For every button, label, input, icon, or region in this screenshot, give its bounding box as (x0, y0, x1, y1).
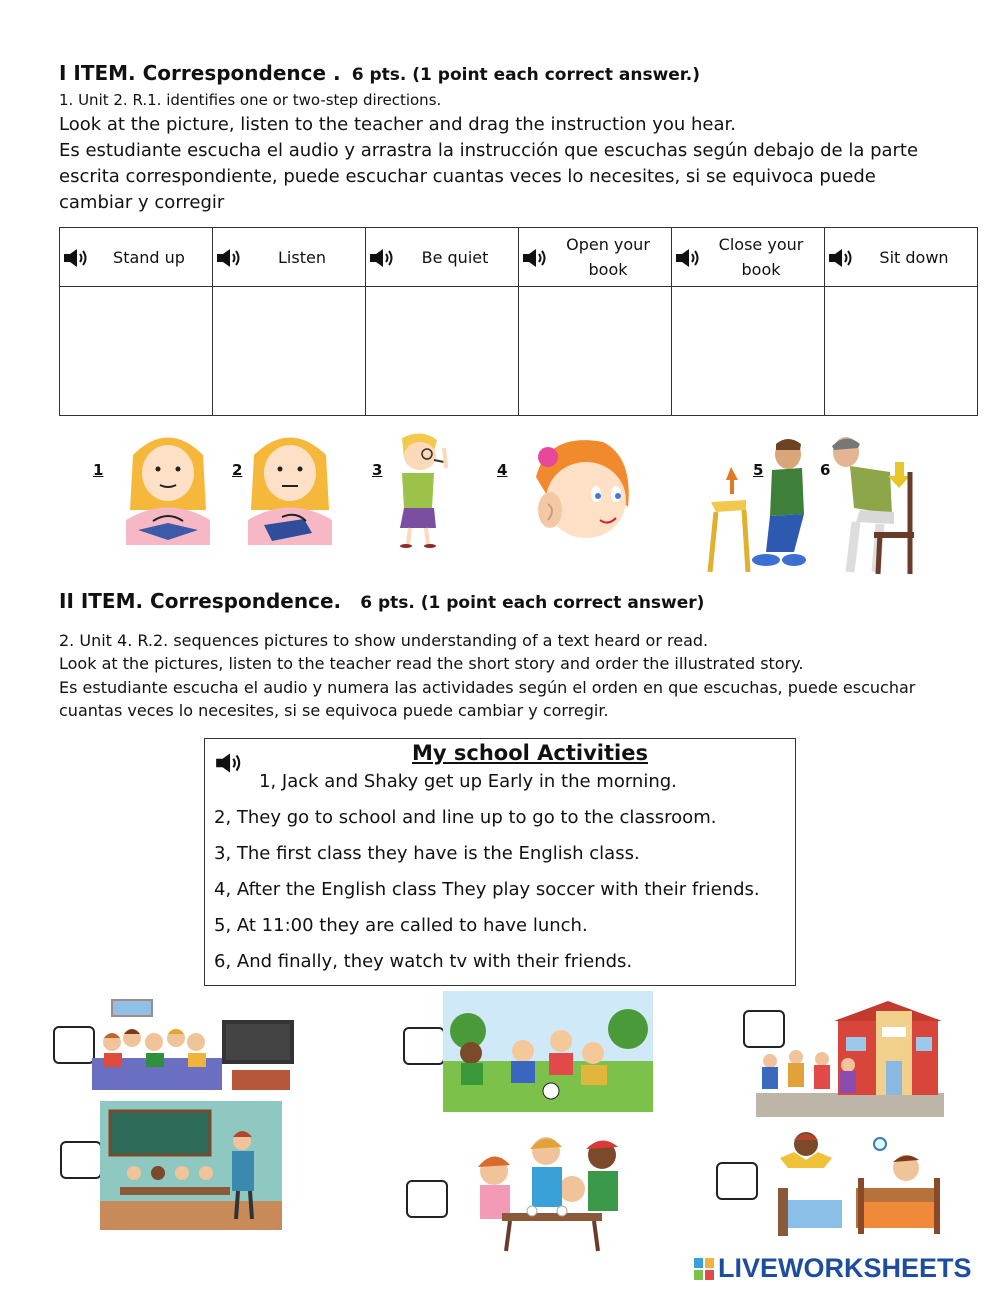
speaker-icon[interactable] (674, 247, 702, 269)
liveworksheets-brand[interactable]: LIVEWORKSHEETS (718, 1253, 972, 1283)
item1-instruction-en: Look at the picture, listen to the teacher and drag the instruction you hear. (59, 114, 737, 135)
order-input[interactable] (403, 1027, 445, 1065)
picture-number: 3 (372, 461, 383, 479)
english-class-image[interactable] (100, 1101, 282, 1230)
item2-title: II ITEM. Correspondence. (59, 589, 342, 613)
order-input[interactable] (53, 1026, 95, 1064)
story-line: 1, Jack and Shaky get up Early in the morning. (259, 771, 677, 792)
woman-be-quiet-image[interactable] (372, 428, 472, 548)
speaker-icon[interactable] (368, 247, 396, 269)
drop-zone[interactable] (672, 287, 825, 416)
play-soccer-image[interactable] (443, 991, 653, 1112)
liveworksheets-logo-icon (694, 1258, 714, 1280)
story-line: 6, And finally, they watch tv with their friends. (214, 951, 633, 972)
story-box (204, 738, 796, 986)
picture-number: 1 (93, 461, 104, 479)
story-line: 2, They go to school and line up to go to the classroom. (214, 807, 717, 828)
drop-zone[interactable] (519, 287, 672, 416)
drag-table (59, 227, 978, 416)
item2-instruction-es: Es estudiante escucha el audio y numera las actividades según el orden en que escuchas, puede escuchar cuantas veces lo necesites, si se equivoca puede cambiar y corregir. (59, 678, 916, 720)
instruction-label: Close your book (718, 235, 804, 279)
instruction-label: Be quiet (421, 247, 489, 267)
item1-unit: 1. Unit 2. R.1. identifies one or two-step directions. (59, 91, 442, 109)
speaker-icon[interactable] (214, 751, 244, 775)
header-cell[interactable] (825, 228, 977, 286)
item2-unit: 2. Unit 4. R.2. sequences pictures to show understanding of a text heard or read. (59, 631, 709, 650)
header-cell[interactable] (672, 228, 824, 286)
boy-stand-up-image[interactable] (706, 432, 814, 577)
item1-instruction-es: Es estudiante escucha el audio y arrastra la instrucción que escuchas según debajo de la parte escrita correspondiente, puede escuchar cuantas veces lo necesites, si se equivoca puede cambiar y corregir (59, 140, 919, 213)
item1-title: I ITEM. Correspondence . (59, 61, 341, 85)
go-to-school-image[interactable] (756, 997, 944, 1117)
instruction-label: Listen (278, 247, 326, 267)
order-input[interactable] (716, 1162, 758, 1200)
item2-instruction-en: Look at the pictures, listen to the teacher read the short story and order the illustrated story. (59, 654, 804, 673)
drop-zone[interactable] (213, 287, 366, 416)
get-up-image[interactable] (776, 1128, 944, 1238)
speaker-icon[interactable] (521, 247, 549, 269)
header-cell[interactable] (60, 228, 212, 286)
man-sit-down-image[interactable] (820, 432, 920, 577)
item1-points: 6 pts. (1 point each correct answer.) (351, 65, 700, 85)
drop-zone[interactable] (825, 287, 978, 416)
picture-number: 5 (753, 461, 764, 479)
item2-points: 6 pts. (1 point each correct answer) (360, 593, 705, 613)
story-line: 5, At 11:00 they are called to have lunch. (214, 915, 588, 936)
speaker-icon[interactable] (827, 247, 855, 269)
watch-tv-image[interactable] (92, 998, 298, 1092)
drop-zone[interactable] (366, 287, 519, 416)
girl-listening-image[interactable] (508, 432, 648, 544)
header-cell[interactable] (366, 228, 518, 286)
story-title: My school Activities (412, 741, 648, 765)
picture-number: 6 (820, 461, 831, 479)
instruction-label: Stand up (113, 247, 185, 267)
item2-heading (59, 589, 704, 613)
header-cell[interactable] (213, 228, 365, 286)
girl-open-book-image[interactable] (108, 425, 228, 545)
order-input[interactable] (60, 1141, 102, 1179)
header-cell[interactable] (519, 228, 671, 286)
picture-number: 2 (232, 461, 243, 479)
drop-zone[interactable] (60, 287, 213, 416)
speaker-icon[interactable] (62, 247, 90, 269)
story-line: 4, After the English class They play soccer with their friends. (214, 879, 760, 900)
instruction-label: Sit down (879, 247, 949, 267)
girl-close-book-image[interactable] (232, 425, 350, 545)
have-lunch-image[interactable] (462, 1131, 638, 1255)
instruction-label: Open your book (566, 235, 650, 279)
item1-heading (59, 61, 700, 85)
order-input[interactable] (406, 1180, 448, 1218)
story-line: 3, The first class they have is the English class. (214, 843, 640, 864)
picture-number: 4 (497, 461, 508, 479)
speaker-icon[interactable] (215, 247, 243, 269)
